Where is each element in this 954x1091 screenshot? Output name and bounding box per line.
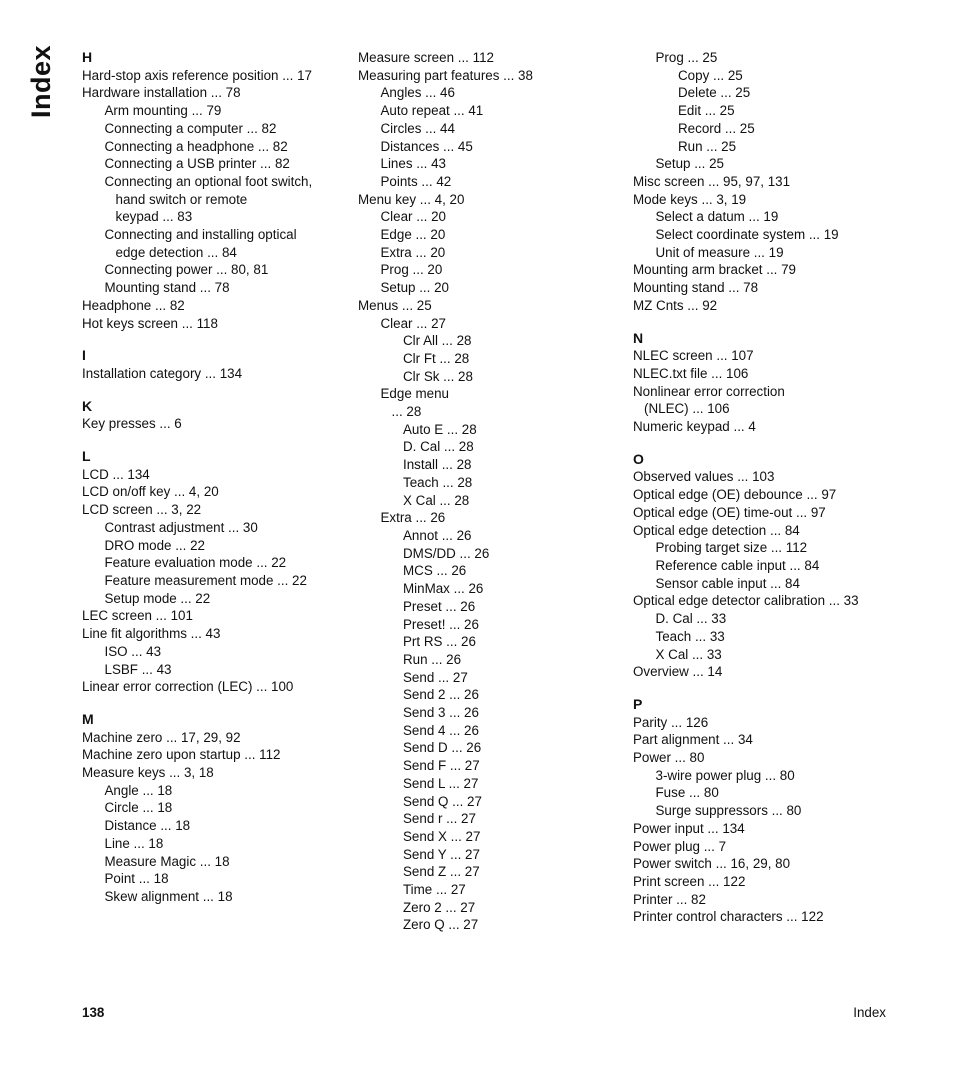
index-entry: Auto E ... 28 [403, 421, 477, 437]
index-entry: Power input ... 134 [633, 820, 745, 836]
index-entry: Send 2 ... 26 [403, 687, 479, 703]
index-entry: 3-wire power plug ... 80 [655, 767, 795, 783]
index-entry: Circle ... 18 [104, 800, 173, 816]
index-entry: Setup ... 25 [655, 156, 724, 172]
index-entry: Optical edge (OE) debounce ... 97 [633, 487, 837, 503]
index-entry: Send 3 ... 26 [403, 705, 479, 721]
index-entry: MinMax ... 26 [403, 581, 484, 597]
index-entry: Connecting a headphone ... 82 [104, 138, 288, 154]
index-entry: Mode keys ... 3, 19 [633, 191, 747, 207]
index-letter-heading: P [633, 695, 643, 712]
index-entry: Zero Q ... 27 [403, 917, 479, 933]
index-entry: Extra ... 20 [380, 244, 446, 260]
index-entry: Power plug ... 7 [633, 838, 727, 854]
index-entry: Angle ... 18 [104, 782, 173, 798]
index-entry: Edge ... 20 [380, 227, 446, 243]
index-entry: Connecting a computer ... 82 [104, 120, 277, 136]
index-entry: Power switch ... 16, 29, 80 [633, 856, 791, 872]
index-entry: Key presses ... 6 [82, 416, 182, 432]
index-entry: Installation category ... 134 [82, 365, 243, 381]
index-entry: Measure keys ... 3, 18 [82, 765, 214, 781]
index-entry: DMS/DD ... 26 [403, 545, 490, 561]
index-entry: LCD on/off key ... 4, 20 [82, 484, 219, 500]
index-entry: Extra ... 26 [380, 510, 446, 526]
index-entry: Points ... 42 [380, 173, 452, 189]
index-entry: X Cal ... 28 [403, 492, 470, 508]
index-entry: Parity ... 126 [633, 714, 709, 730]
index-entry: Connecting power ... 80, 81 [104, 262, 269, 278]
index-entry: Misc screen ... 95, 97, 131 [633, 173, 791, 189]
index-entry: LCD screen ... 3, 22 [82, 502, 202, 518]
index-entry: Edge menu [380, 386, 449, 402]
index-entry: DRO mode ... 22 [104, 537, 205, 553]
index-entry: Print screen ... 122 [633, 873, 746, 889]
index-entry: D. Cal ... 33 [655, 611, 727, 627]
index-entry: Measure Magic ... 18 [104, 853, 230, 869]
index-entry: Clear ... 27 [380, 315, 446, 331]
index-letter-heading: O [633, 450, 644, 467]
index-entry: Arm mounting ... 79 [104, 103, 222, 119]
index-entry: Machine zero ... 17, 29, 92 [82, 729, 241, 745]
index-entry: Select coordinate system ... 19 [655, 227, 839, 243]
index-entry: Preset ... 26 [403, 598, 476, 614]
index-entry: NLEC.txt file ... 106 [633, 365, 749, 381]
index-entry: NLEC screen ... 107 [633, 348, 754, 364]
index-entry: Machine zero upon startup ... 112 [82, 747, 281, 763]
index-entry: Feature measurement mode ... 22 [104, 572, 307, 588]
index-entry: Clr All ... 28 [403, 333, 472, 349]
index-entry: Hot keys screen ... 118 [82, 315, 218, 331]
index-entry: Connecting a USB printer ... 82 [104, 156, 290, 172]
index-entry: Delete ... 25 [678, 85, 751, 101]
index-entry: Line fit algorithms ... 43 [82, 626, 221, 642]
index-entry: Optical edge detection ... 84 [633, 522, 800, 538]
index-entry: ISO ... 43 [104, 643, 162, 659]
index-entry: Line ... 18 [104, 835, 164, 851]
index-entry: Send r ... 27 [403, 811, 476, 827]
index-entry: Unit of measure ... 19 [655, 244, 784, 260]
index-entry: Connecting an optional foot switch, [104, 173, 313, 189]
index-entry: Mounting stand ... 78 [104, 280, 230, 296]
index-entry: Observed values ... 103 [633, 469, 775, 485]
index-entry: Overview ... 14 [633, 664, 723, 680]
index-entry: Record ... 25 [678, 120, 755, 136]
index-entry: Send 4 ... 26 [403, 722, 479, 738]
index-entry: Teach ... 28 [403, 474, 473, 490]
index-entry: Printer control characters ... 122 [633, 909, 824, 925]
index-entry: Headphone ... 82 [82, 297, 185, 313]
index-entry: Connecting and installing optical [104, 227, 297, 243]
index-entry: Feature evaluation mode ... 22 [104, 555, 287, 571]
index-entry: Contrast adjustment ... 30 [104, 519, 258, 535]
index-entry: Select a datum ... 19 [655, 209, 779, 225]
index-entry: Reference cable input ... 84 [655, 557, 820, 573]
index-entry-continuation: hand switch or remote [115, 191, 248, 207]
index-letter-heading: M [82, 710, 94, 727]
index-entry: Power ... 80 [633, 750, 705, 766]
index-entry: Optical edge (OE) time-out ... 97 [633, 504, 826, 520]
index-entry: Run ... 25 [678, 138, 737, 154]
index-entry: Teach ... 33 [655, 628, 725, 644]
index-entry: Hardware installation ... 78 [82, 85, 241, 101]
index-column-1 [82, 49, 347, 906]
index-entry: Prt RS ... 26 [403, 634, 476, 650]
page-number: 138 [82, 1005, 105, 1020]
index-entry-continuation: keypad ... 83 [115, 209, 193, 225]
index-entry: Zero 2 ... 27 [403, 899, 476, 915]
side-index-title: Index [26, 44, 56, 118]
index-entry: Numeric keypad ... 4 [633, 419, 756, 435]
index-entry: D. Cal ... 28 [403, 439, 474, 455]
index-entry: Send Z ... 27 [403, 864, 480, 880]
index-entry: Send X ... 27 [403, 828, 481, 844]
index-entry: Distance ... 18 [104, 818, 191, 834]
index-entry: Nonlinear error correction [633, 383, 785, 399]
footer-section-label: Index [853, 1005, 886, 1020]
index-letter-heading: K [82, 397, 93, 414]
index-entry: MCS ... 26 [403, 563, 467, 579]
index-entry: Menus ... 25 [358, 297, 432, 313]
index-entry: LCD ... 134 [82, 466, 150, 482]
index-letter-heading: N [633, 329, 644, 346]
index-entry: Optical edge detector calibration ... 33 [633, 593, 859, 609]
index-entry: Copy ... 25 [678, 67, 743, 83]
index-entry: Install ... 28 [403, 457, 472, 473]
index-entry: Send L ... 27 [403, 775, 479, 791]
index-entry: Measure screen ... 112 [358, 50, 494, 65]
index-entry-continuation: edge detection ... 84 [115, 244, 237, 260]
index-entry: Prog ... 25 [655, 50, 718, 65]
index-column-2 [358, 49, 623, 934]
index-entry: Mounting stand ... 78 [633, 280, 759, 296]
index-letter-heading: H [82, 49, 93, 65]
index-entry: Auto repeat ... 41 [380, 103, 484, 119]
index-entry: Clear ... 20 [380, 209, 446, 225]
index-entry: Time ... 27 [403, 882, 466, 898]
index-entry: Send ... 27 [403, 669, 468, 685]
index-entry: Clr Ft ... 28 [403, 350, 470, 366]
index-entry: LEC screen ... 101 [82, 608, 193, 624]
index-entry: Send Q ... 27 [403, 793, 482, 809]
index-entry: Probing target size ... 112 [655, 540, 808, 556]
index-entry-continuation: (NLEC) ... 106 [644, 401, 730, 417]
index-entry: LSBF ... 43 [104, 661, 172, 677]
index-entry: Linear error correction (LEC) ... 100 [82, 679, 294, 695]
index-entry: Send Y ... 27 [403, 846, 480, 862]
index-entry: Menu key ... 4, 20 [358, 191, 465, 207]
index-entry: Mounting arm bracket ... 79 [633, 262, 796, 278]
index-entry: Measuring part features ... 38 [358, 67, 533, 83]
index-entry: X Cal ... 33 [655, 646, 722, 662]
index-entry: Point ... 18 [104, 871, 169, 887]
index-entry: Skew alignment ... 18 [104, 888, 233, 904]
index-letter-heading: L [82, 448, 91, 465]
index-entry: Annot ... 26 [403, 527, 472, 543]
index-entry: Distances ... 45 [380, 138, 473, 154]
index-entry: Fuse ... 80 [655, 785, 719, 801]
index-entry: Clr Sk ... 28 [403, 368, 473, 384]
index-entry: Angles ... 46 [380, 85, 455, 101]
index-entry: MZ Cnts ... 92 [633, 297, 718, 313]
index-entry: Setup mode ... 22 [104, 590, 211, 606]
index-column-3 [633, 49, 898, 926]
index-entry-continuation: ... 28 [391, 404, 422, 420]
index-entry: Edit ... 25 [678, 103, 735, 119]
index-entry: Part alignment ... 34 [633, 732, 753, 748]
index-entry: Prog ... 20 [380, 262, 443, 278]
index-entry: Send F ... 27 [403, 758, 480, 774]
index-entry: Run ... 26 [403, 651, 462, 667]
index-entry: Surge suppressors ... 80 [655, 803, 802, 819]
index-entry: Send D ... 26 [403, 740, 482, 756]
index-letter-heading: I [82, 347, 86, 364]
index-entry: Sensor cable input ... 84 [655, 575, 800, 591]
index-entry: Printer ... 82 [633, 891, 706, 907]
index-entry: Lines ... 43 [380, 156, 447, 172]
index-entry: Hard-stop axis reference position ... 17 [82, 67, 312, 83]
index-entry: Circles ... 44 [380, 120, 455, 136]
index-entry: Preset! ... 26 [403, 616, 479, 632]
index-entry: Setup ... 20 [380, 280, 449, 296]
